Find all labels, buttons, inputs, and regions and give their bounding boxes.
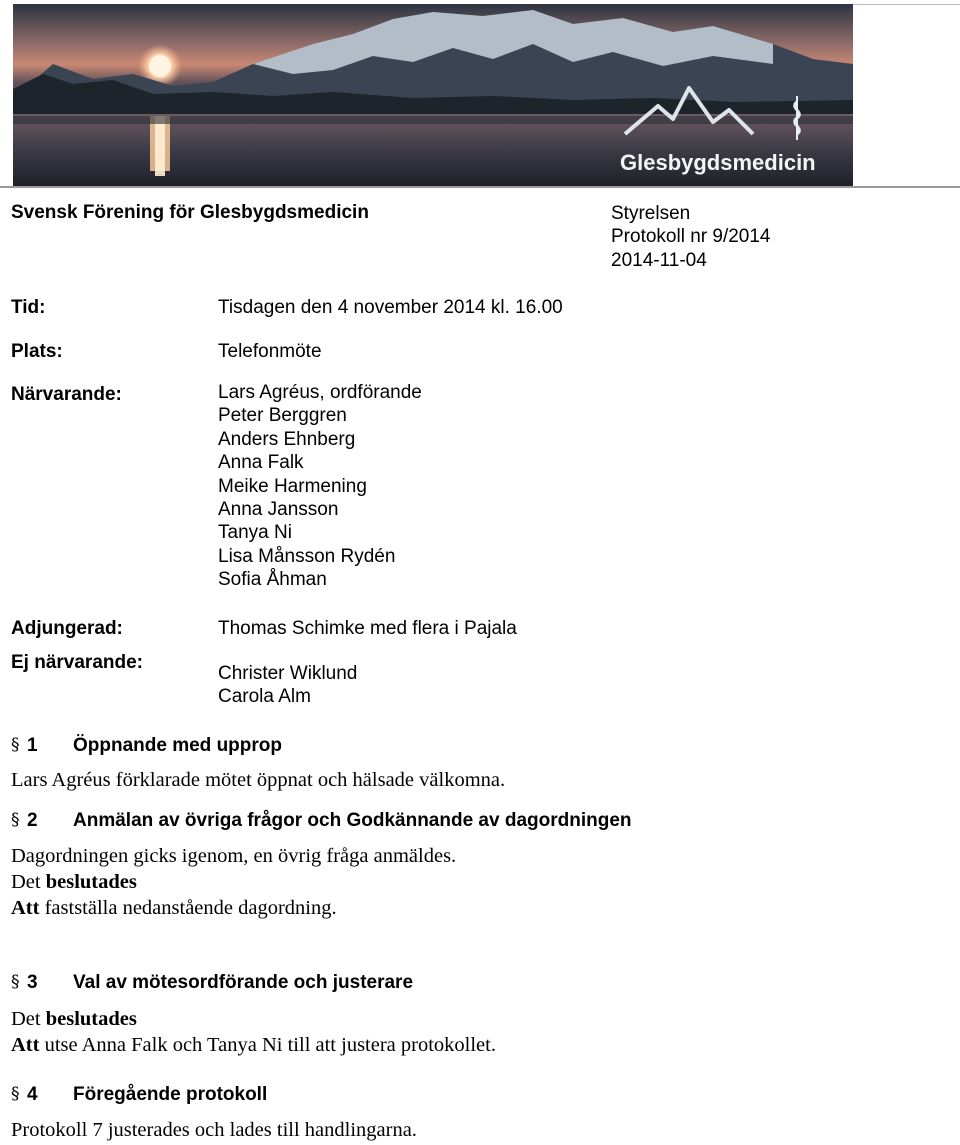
decision-line xyxy=(11,871,137,894)
organization-name: Svensk Förening för Glesbygdsmedicin xyxy=(11,202,369,223)
section-number: 1 xyxy=(27,735,38,756)
section-heading xyxy=(0,735,960,759)
section-mark: § xyxy=(11,972,20,992)
logo-text: Glesbygdsmedicin xyxy=(620,150,816,175)
det-word: Det xyxy=(11,1008,41,1030)
section-heading xyxy=(0,810,960,834)
adjunct-label: Adjungerad: xyxy=(11,618,123,639)
header-top-rule xyxy=(853,4,960,5)
section-heading xyxy=(0,972,960,996)
section-number: 4 xyxy=(27,1084,38,1105)
section-title: Föregående protokoll xyxy=(73,1084,268,1105)
time-label: Tid: xyxy=(11,297,46,318)
time-value: Tisdagen den 4 november 2014 kl. 16.00 xyxy=(218,297,563,318)
decision-line xyxy=(11,1034,496,1057)
present-member: Meike Harmening xyxy=(218,475,367,497)
section-4-text: Protokoll 7 justerades och lades till handlingarna. xyxy=(11,1119,417,1141)
landscape-illustration xyxy=(13,4,853,188)
absent-member: Carola Alm xyxy=(218,686,311,708)
protocol-number: Protokoll nr 9/2014 xyxy=(611,226,771,248)
place-value: Telefonmöte xyxy=(218,341,322,362)
present-member: Anders Ehnberg xyxy=(218,428,356,450)
place-label: Plats: xyxy=(11,341,63,362)
section-1-text: Lars Agréus förklarade mötet öppnat och hälsade välkomna. xyxy=(11,769,506,791)
att-word: Att xyxy=(11,1034,40,1056)
decision-line xyxy=(11,1008,137,1031)
absent-label: Ej närvarande: xyxy=(11,652,143,673)
present-member: Lars Agréus, ordförande xyxy=(218,382,422,403)
absent-member: Christer Wiklund xyxy=(218,663,358,684)
present-member: Peter Berggren xyxy=(218,405,347,427)
present-list xyxy=(218,381,422,592)
header-banner-image xyxy=(13,4,853,188)
section-number: 3 xyxy=(27,972,38,993)
decided-word: beslutades xyxy=(45,871,137,893)
present-member: Anna Jansson xyxy=(218,498,339,520)
decision-text: utse Anna Falk och Tanya Ni till att justera protokollet. xyxy=(44,1034,496,1056)
section-2-text: Dagordningen gicks igenom, en övrig fråga anmäldes. xyxy=(11,845,457,867)
section-heading xyxy=(0,1084,960,1108)
section-mark: § xyxy=(11,1084,20,1104)
section-mark: § xyxy=(11,810,20,830)
doc-meta xyxy=(611,202,771,272)
decision-line xyxy=(11,897,337,920)
document-date: 2014-11-04 xyxy=(611,249,707,271)
present-member: Tanya Ni xyxy=(218,522,292,544)
present-label: Närvarande: xyxy=(11,384,122,405)
header-divider xyxy=(0,186,960,188)
adjunct-value: Thomas Schimke med flera i Pajala xyxy=(218,618,517,639)
present-member: Sofia Åhman xyxy=(218,569,327,591)
section-title: Val av mötesordförande och justerare xyxy=(73,972,414,993)
present-member: Anna Falk xyxy=(218,452,304,474)
section-title: Anmälan av övriga frågor och Godkännande av dagordningen xyxy=(73,810,632,831)
att-word: Att xyxy=(11,897,40,919)
det-word: Det xyxy=(11,871,41,893)
section-title: Öppnande med upprop xyxy=(73,735,282,756)
section-mark: § xyxy=(11,735,20,755)
present-member: Lisa Månsson Rydén xyxy=(218,545,396,567)
decision-text: fastställa nedanstående dagordning. xyxy=(44,897,337,919)
doc-type: Styrelsen xyxy=(611,203,691,224)
section-number: 2 xyxy=(27,810,38,831)
absent-list xyxy=(218,662,357,709)
decided-word: beslutades xyxy=(45,1008,137,1030)
